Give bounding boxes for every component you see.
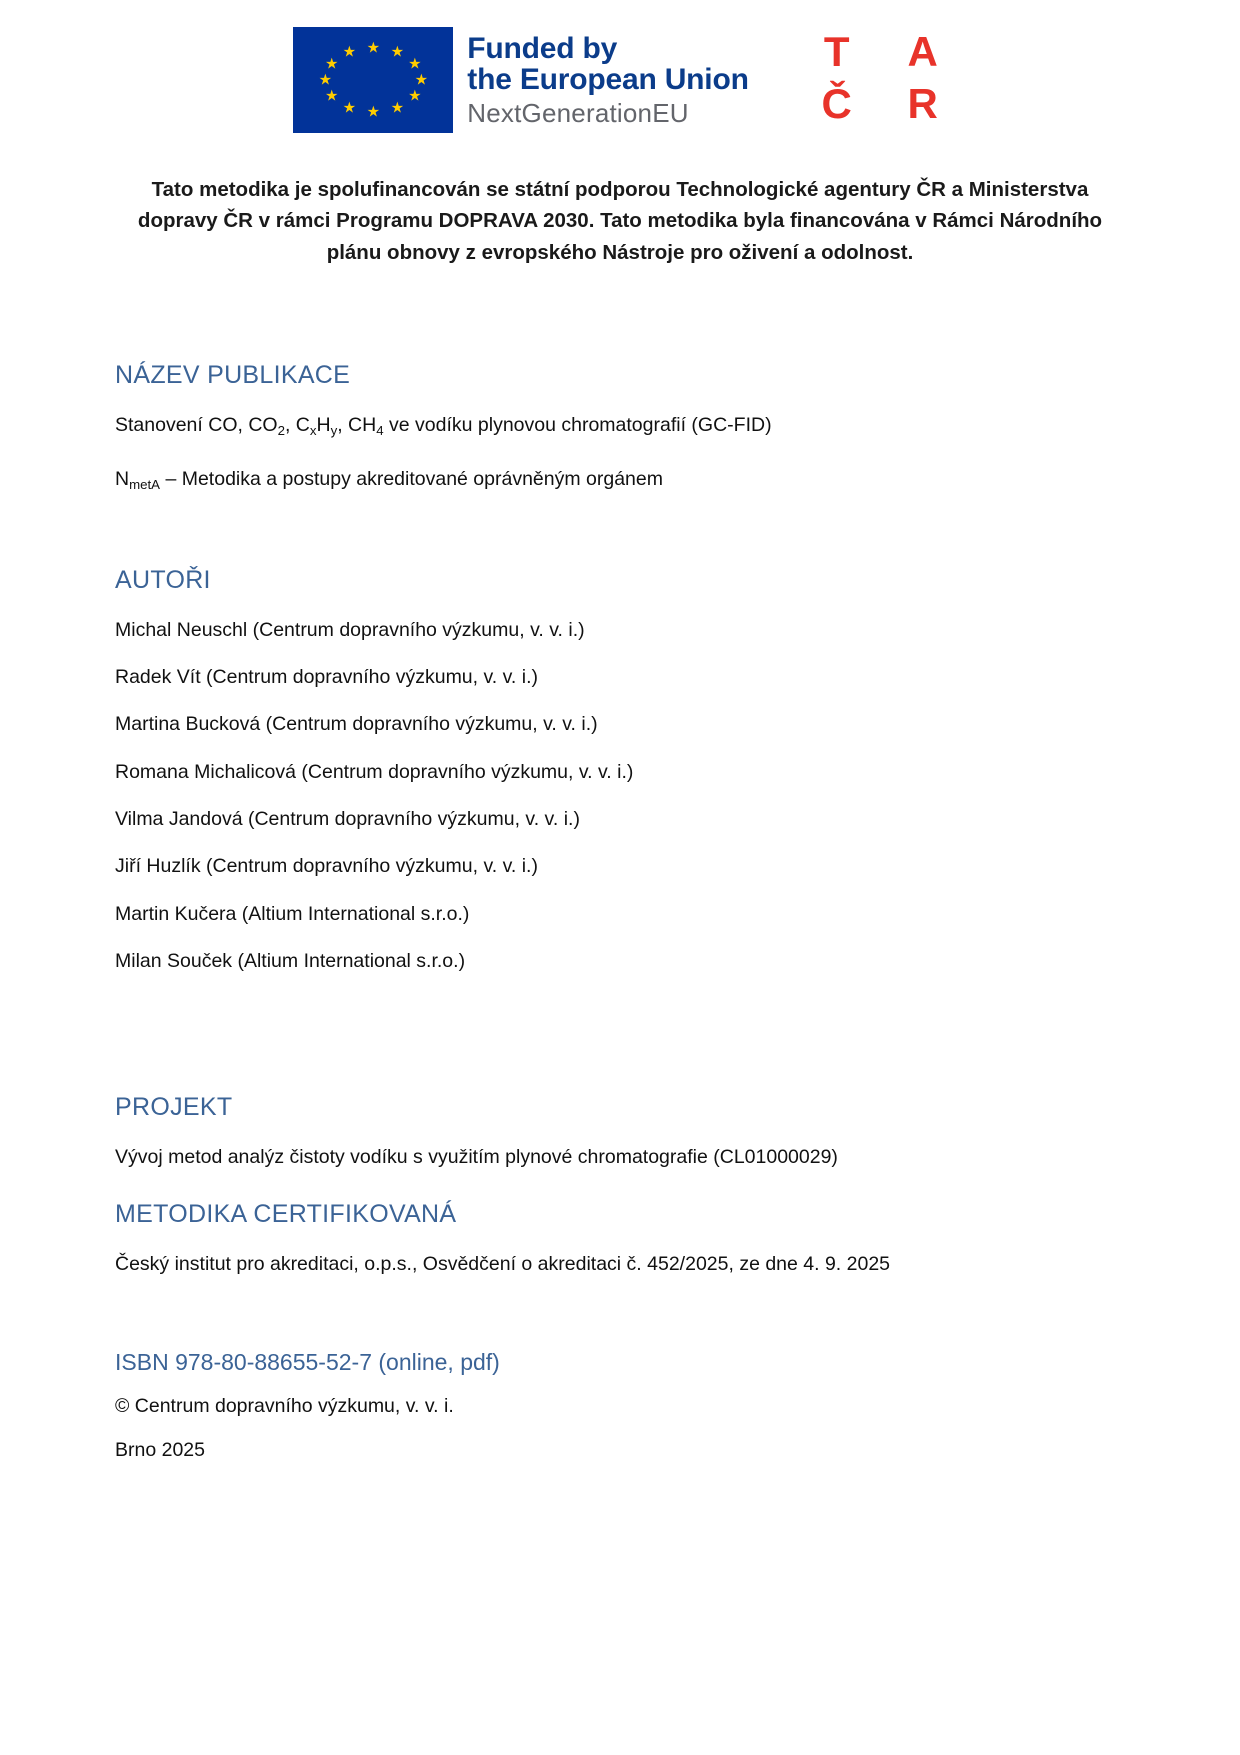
place-year-line: Brno 2025: [115, 1438, 205, 1461]
author-item: Vilma Jandová (Centrum dopravního výzkumu, v. v. i.): [115, 807, 580, 830]
eu-logo-line2: the European Union: [467, 62, 749, 96]
funding-note: Tato metodika je spolufinancován se státní podporou Technologické agentury ČR a Ministerstva dopravy ČR v rámci Programu DOPRAVA 2030. Tato metodika byla financována v Rámci Národního plánu obnovy z evropského Nástroje pro oživení a odolnost.: [137, 178, 1103, 264]
publication-heading: NÁZEV PUBLIKACE: [115, 361, 351, 390]
publication-title-mid1: , C: [284, 414, 310, 437]
publication-title-mid2: H: [316, 414, 331, 437]
copyright-line: © Centrum dopravního výzkumu, v. v. i.: [115, 1395, 454, 1418]
publication-subtitle: [115, 466, 1144, 492]
publication-title-prefix: Stanovení CO, CO: [115, 414, 278, 437]
author-item: Martin Kučera (Altium International s.r.o.): [115, 902, 470, 925]
publication-subtitle-suffix: – Metodika a postupy akreditované oprávněným orgánem: [160, 468, 663, 491]
author-item: Milan Souček (Altium International s.r.o.): [115, 949, 466, 972]
eu-logo-line1: Funded by: [467, 31, 618, 65]
publication-title-sub4: 4: [376, 422, 384, 438]
document-content: [115, 268, 1144, 1463]
project-heading: PROJEKT: [115, 1093, 233, 1122]
author-item: Martina Bucková (Centrum dopravního výzkumu, v. v. i.): [115, 713, 598, 736]
section-project: [115, 1092, 1144, 1170]
section-authors: [115, 565, 1144, 975]
publication-title: [115, 412, 1144, 438]
authors-heading: AUTOŘI: [115, 565, 211, 594]
eu-funding-logo: [293, 27, 748, 133]
publication-title-sub1: 2: [277, 422, 285, 438]
section-imprint: [115, 1349, 1144, 1463]
publication-title-mid3: , CH: [337, 414, 377, 437]
eu-logo-text: [467, 33, 748, 127]
certification-heading: METODIKA CERTIFIKOVANÁ: [115, 1199, 457, 1228]
eu-logo-line3: NextGenerationEU: [467, 98, 689, 129]
tacr-letter-c: Č: [821, 80, 852, 127]
tacr-logo: [813, 26, 947, 130]
tacr-letter-a: A: [907, 28, 938, 75]
section-certification: [115, 1199, 1144, 1277]
publication-title-sub2: x: [309, 422, 317, 438]
author-item: Jiří Huzlík (Centrum dopravního výzkumu, v. v. i.): [115, 855, 538, 878]
author-item: Romana Michalicová (Centrum dopravního výzkumu, v. v. i.): [115, 760, 634, 783]
eu-flag-icon: [293, 27, 453, 133]
project-text: Vývoj metod analýz čistoty vodíku s využitím plynové chromatografie (CL01000029): [115, 1146, 838, 1169]
author-item: Radek Vít (Centrum dopravního výzkumu, v. v. i.): [115, 666, 539, 689]
certification-text: Český institut pro akreditaci, o.p.s., Osvědčení o akreditaci č. 452/2025, ze dne 4. 9. 2025: [115, 1252, 891, 1275]
tacr-letter-r: R: [907, 80, 938, 127]
author-item: Michal Neuschl (Centrum dopravního výzkumu, v. v. i.): [115, 618, 585, 641]
publication-subtitle-sub: metA: [129, 477, 161, 493]
publication-subtitle-prefix: N: [115, 468, 130, 491]
section-publication: [115, 360, 1144, 493]
publication-title-suffix: ve vodíku plynovou chromatografií (GC-FID): [383, 414, 772, 437]
logo-band: [0, 0, 1240, 132]
tacr-letter-t: T: [823, 28, 850, 75]
isbn-line: ISBN 978-80-88655-52-7 (online, pdf): [115, 1348, 500, 1375]
publication-title-sub3: y: [330, 422, 338, 438]
